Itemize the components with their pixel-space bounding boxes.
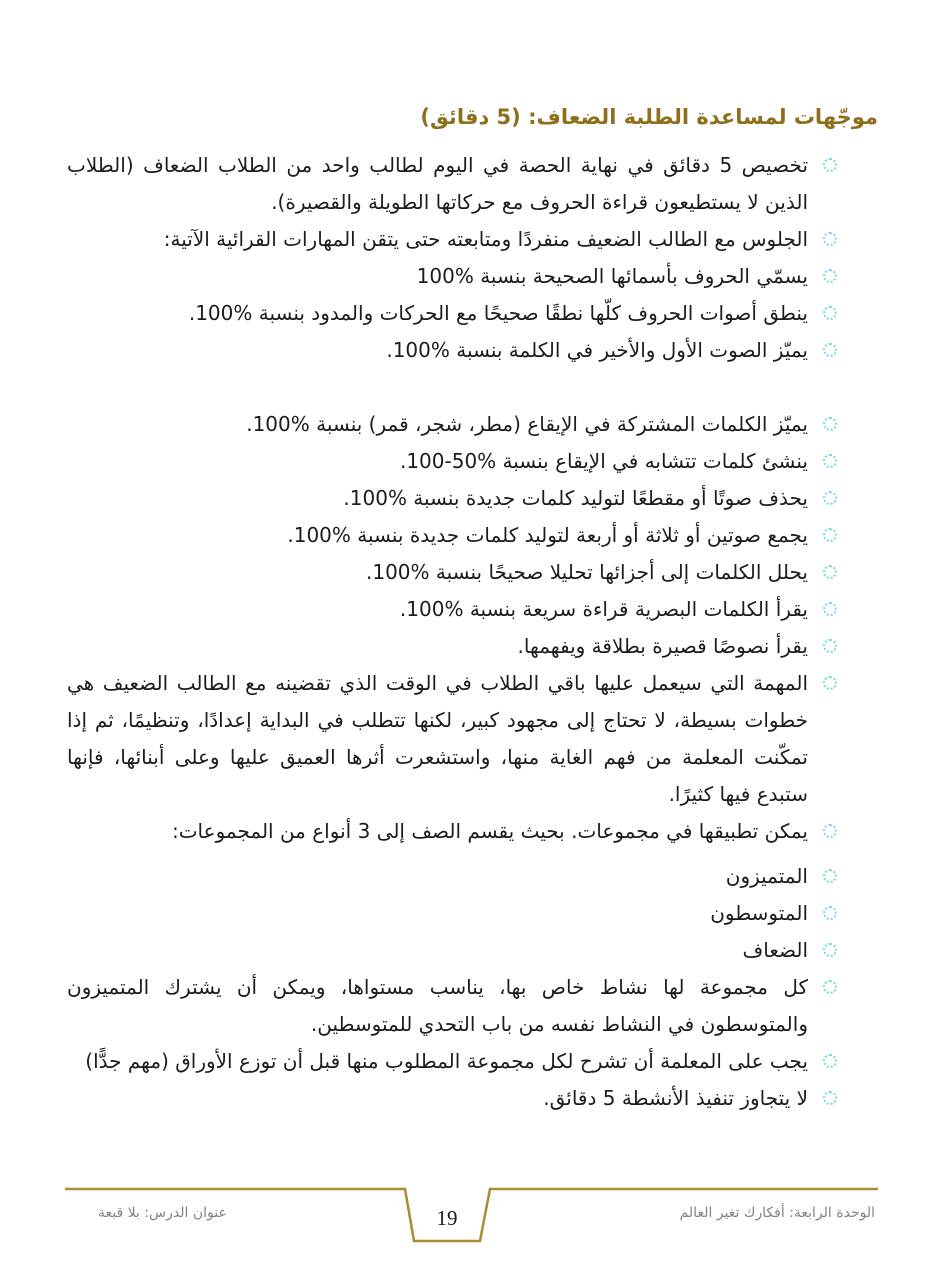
bullet-icon bbox=[823, 491, 837, 505]
bullet-icon bbox=[823, 602, 837, 616]
list-item bbox=[67, 858, 878, 895]
list-item bbox=[67, 443, 878, 480]
list-item bbox=[67, 332, 878, 369]
page-number: 19 bbox=[436, 1206, 458, 1230]
list-item-text: المهمة التي سيعمل عليها باقي الطلاب في الوقت الذي تقضينه مع الطالب الضعيف هي خطوات بسيطة، لا تحتاج إلى مجهود كبير، لكنها تتطلب في البداية إعدادًا، وتنظيمًا، ثم إذا تمكّنت المعلمة من فهم الغاية منها، واستشعرت أثرها العميق عليها وعلى أبنائها، فإنها ستبدع فيها كثيرًا. bbox=[67, 671, 808, 806]
list-item bbox=[67, 221, 878, 258]
list-item-text: يميّز الصوت الأول والأخير في الكلمة بنسبة %100. bbox=[386, 338, 808, 362]
bullet-icon bbox=[823, 158, 837, 172]
list-item bbox=[67, 969, 878, 1043]
list-item bbox=[67, 932, 878, 969]
list-item bbox=[67, 517, 878, 554]
page-content bbox=[67, 103, 878, 1117]
list-item-text: يحلل الكلمات إلى أجزائها تحليلا صحيحًا بنسبة %100. bbox=[365, 560, 808, 584]
list-item-text: يسمّي الحروف بأسمائها الصحيحة بنسبة %100 bbox=[416, 264, 808, 288]
bullet-icon bbox=[823, 306, 837, 320]
list-item bbox=[67, 147, 878, 221]
bullet-icon bbox=[823, 869, 837, 883]
list-item-text: يجب على المعلمة أن تشرح لكل مجموعة المطلوب منها قبل أن توزع الأوراق (مهم جدًّا) bbox=[85, 1049, 808, 1073]
list-item-text: يقرأ الكلمات البصرية قراءة سريعة بنسبة %100. bbox=[399, 597, 808, 621]
list-item-text: يحذف صوتًا أو مقطعًا لتوليد كلمات جديدة بنسبة %100. bbox=[343, 486, 808, 510]
bullet-icon bbox=[823, 980, 837, 994]
bullet-icon bbox=[823, 454, 837, 468]
list-item bbox=[67, 258, 878, 295]
list-item bbox=[67, 480, 878, 517]
list-item-text: يمكن تطبيقها في مجموعات. بحيث يقسم الصف إلى 3 أنواع من المجموعات: bbox=[171, 819, 808, 843]
list-item-text: كل مجموعة لها نشاط خاص بها، يناسب مستواها، ويمكن أن يشترك المتميزون والمتوسطون في النشاط نفسه من باب التحدي للمتوسطين. bbox=[67, 975, 808, 1036]
list-item bbox=[67, 813, 878, 850]
list-item-text: المتميزون bbox=[725, 864, 808, 888]
bullet-icon bbox=[823, 1054, 837, 1068]
list-item bbox=[67, 1080, 878, 1117]
bullet-icon bbox=[823, 906, 837, 920]
list-item bbox=[67, 628, 878, 665]
bullet-icon bbox=[823, 343, 837, 357]
list-item-text: يجمع صوتين أو ثلاثة أو أربعة لتوليد كلمات جديدة بنسبة %100. bbox=[287, 523, 808, 547]
footer-unit-title: الوحدة الرابعة: أفكارك تغير العالم bbox=[679, 1205, 875, 1221]
list-item-text: تخصيص 5 دقائق في نهاية الحصة في اليوم لطالب واحد من الطلاب الضعاف (الطلاب الذين لا يستطيعون قراءة الحروف مع حركاتها الطويلة والقصيرة). bbox=[67, 153, 809, 214]
bullet-icon bbox=[823, 565, 837, 579]
bullet-icon bbox=[823, 528, 837, 542]
list-item bbox=[67, 554, 878, 591]
bullet-icon bbox=[823, 269, 837, 283]
bullet-icon bbox=[823, 676, 837, 690]
bullet-icon bbox=[823, 943, 837, 957]
list-item-text: الضعاف bbox=[742, 938, 808, 962]
list-item-text: يميّز الكلمات المشتركة في الإيقاع (مطر، شجر، قمر) بنسبة %100. bbox=[246, 412, 808, 436]
list-item-text: لا يتجاوز تنفيذ الأنشطة 5 دقائق. bbox=[543, 1086, 808, 1110]
list-item-text: ينشئ كلمات تتشابه في الإيقاع بنسبة %50-100. bbox=[399, 449, 808, 473]
list-item bbox=[67, 295, 878, 332]
bullet-icon bbox=[823, 417, 837, 431]
list-item bbox=[67, 591, 878, 628]
list-item-text: الجلوس مع الطالب الضعيف منفردًا ومتابعته حتى يتقن المهارات القرائية الآتية: bbox=[163, 227, 808, 251]
bullet-icon bbox=[823, 232, 837, 246]
footer-lesson-title: عنوان الدرس: بلا قبعة bbox=[98, 1205, 227, 1221]
bullet-icon bbox=[823, 639, 837, 653]
list-item bbox=[67, 1043, 878, 1080]
list-item-text: يقرأ نصوصًا قصيرة بطلاقة ويفهمها. bbox=[517, 634, 808, 658]
list-item-text: ينطق أصوات الحروف كلّها نطقًا صحيحًا مع الحركات والمدود بنسبة %100. bbox=[188, 301, 808, 325]
bullet-icon bbox=[823, 824, 837, 838]
page-title: موجّهات لمساعدة الطلبة الضعاف: (5 دقائق) bbox=[420, 105, 878, 129]
list-item bbox=[67, 406, 878, 443]
list-item bbox=[67, 895, 878, 932]
list-item bbox=[67, 665, 878, 813]
bullet-icon bbox=[823, 1091, 837, 1105]
list-item-text: المتوسطون bbox=[710, 901, 808, 925]
